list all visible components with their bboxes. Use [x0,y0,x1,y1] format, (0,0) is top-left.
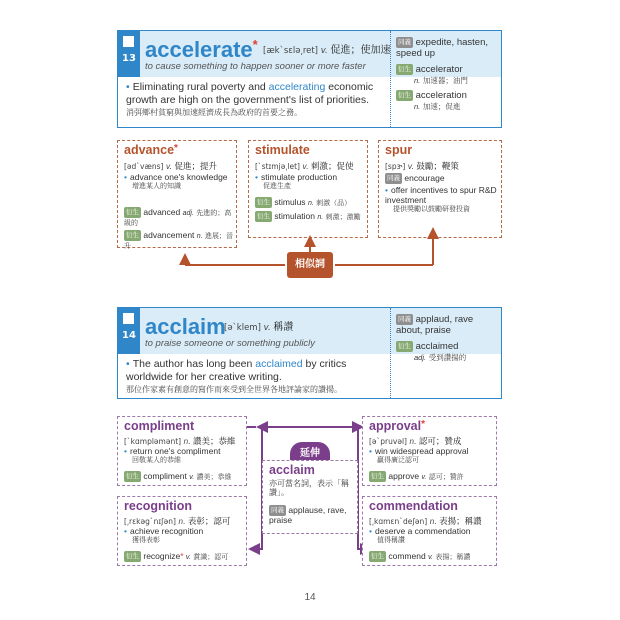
related-card-commendation [362,496,497,566]
derivative-tag: 衍生 [371,553,384,560]
derivative-meaning: 進展；晉升 [124,232,234,250]
headword-phonetic [263,41,390,56]
synonym-text: encourage [404,172,445,183]
example-highlight: accelerating [268,81,326,93]
phonetic-text: [͵rɛkəg`nɪʃən] [124,517,176,526]
pos-label: n. [414,101,421,111]
derivative-tag: 衍生 [398,66,411,73]
bullet-icon: • [126,358,130,370]
synonym-text: applause, rave, praise [269,504,347,525]
example-translation: 獲得表彰 [132,536,160,544]
related-derivative-1 [255,197,351,208]
derivative-meaning: 加速；促進 [422,101,461,111]
column-divider [390,31,391,127]
derivative-tag: 衍生 [126,209,139,216]
related-word [124,143,178,157]
pos-label: v. [185,553,191,561]
synonym-block [396,37,500,60]
pos-label: n. [307,199,314,207]
phonetic-text: [əd`væns] [124,162,164,171]
related-card-spur [378,140,502,238]
definition: to praise someone or something publicly [145,338,316,349]
example-text: win widespread approval [374,446,469,456]
pos-label: v. [189,473,195,481]
related-card-recognition [117,496,247,566]
example-translation: 贏得廣泛認可 [377,456,419,464]
related-example [385,186,499,214]
derivative-tag: 衍生 [126,473,139,480]
meaning-zh: 刺激；促使 [310,162,354,172]
derivative-1 [396,341,500,364]
pos-label: n. [196,232,203,240]
derivative-tag: 衍生 [398,343,411,350]
bullet-icon: • [369,446,372,456]
related-card-approval [362,416,497,486]
phonetic-text: [ə`klem] [224,323,261,333]
derivative-meaning: 認可；贊許 [428,473,464,481]
related-example [124,173,232,191]
example-translation: 回敬某人的恭維 [132,456,181,464]
related-derivative [369,551,470,562]
related-synonym [385,173,445,184]
bullet-icon: • [124,446,127,456]
meaning-zh: 促進；使加速 [330,45,391,56]
star-icon: * [174,143,178,154]
related-word: compliment [124,419,195,433]
derivative-word: stimulation [274,210,316,221]
synonym-tag: 同義 [271,507,284,514]
headword-phonetic [224,318,293,333]
derivative-meaning: 刺激（品） [316,199,352,207]
related-word: commendation [369,499,458,513]
derivative-meaning: 受到讚揚的 [428,352,467,362]
center-card-acclaim [262,460,358,534]
entry-number-tab [118,308,140,354]
example-highlight: acclaimed [255,358,303,370]
star-icon: * [421,419,426,430]
related-derivative-2 [255,211,365,222]
derivative-tag: 衍生 [257,213,270,220]
phonetic-text: [ə`pruvəl] [369,437,407,446]
example-text: stimulate production [260,172,338,182]
derivative-word: commend [388,550,426,561]
synonym-text: applaud, rave about, praise [396,314,474,336]
derivative-meaning: 加速器；油門 [422,75,468,85]
derivative-tag: 衍生 [398,92,411,99]
derivative-word: acclaimed [415,341,459,353]
derivative-2 [396,90,500,113]
example-translation: 促進生產 [263,182,291,190]
extension-label: 延伸 [290,442,330,466]
example-translation: 值得稱讚 [377,536,405,544]
example-text: advance one's knowledge [129,172,228,182]
example-translation: 那位作家素有創意的寫作而來受到全世界各地評論家的讚揚。 [126,385,342,395]
related-word-text: approval [369,419,422,433]
derivative-tag: 衍生 [126,553,139,560]
related-example [369,527,470,545]
related-card-compliment [117,416,247,486]
example-post: by critics worldwide for her creative writing. [126,358,347,384]
headword: acclaim [145,314,226,339]
related-derivative [124,471,232,482]
similar-words-label: 相似詞 [287,252,333,278]
meaning-zh: 表揚；稱讚 [439,517,482,527]
pos-label: v. [421,473,427,481]
derivative-meaning: 刺激；激勵 [325,213,361,221]
derivative-word: advancement [143,229,195,240]
checkbox-icon [123,36,134,47]
pos-label: n. [183,437,191,446]
related-derivative [369,471,464,482]
pos-label: adj. [182,209,194,217]
example-translation: 消弭鄉村貧窮與加速經濟成長為政府的首要之務。 [126,108,302,118]
related-example [124,447,220,465]
derivative-1 [396,64,500,87]
derivative-tag: 衍生 [257,199,270,206]
bullet-icon: • [369,526,372,536]
related-word [369,419,425,433]
synonym-tag: 同義 [398,316,411,323]
example-pre: The author has long been [132,358,256,370]
bullet-icon: • [385,185,388,195]
related-derivative [124,551,228,562]
related-word: spur [385,143,413,157]
center-synonym [269,505,355,526]
derivative-word: acceleration [415,90,467,102]
bullet-icon: • [124,526,127,536]
synonym-text: expedite, hasten, speed up [396,37,488,59]
pos-label: v. [263,323,271,333]
bullet-icon: • [124,172,127,182]
example-text: deserve a commendation [374,526,471,536]
derivative-word: stimulus [274,196,306,207]
synonym-block [396,314,500,337]
related-word: stimulate [255,143,310,157]
pos-label: n. [178,517,186,526]
pos-label: n. [429,517,437,526]
center-note: 亦可當名詞，表示「稱讚」。 [269,479,349,498]
entry-number-tab [118,31,140,77]
phonetic-text: [`stɪmjə͵let] [255,162,300,171]
phonetic-text: [`kɑmpləmənt] [124,437,182,446]
pos-label: v. [302,162,309,171]
example-sentence [126,358,384,395]
checkbox-icon [123,313,134,324]
page-number: 14 [304,592,316,603]
pos-label: n. [409,437,417,446]
derivative-word: approve [388,470,420,481]
entry-card-acclaim [117,307,502,399]
related-example [255,173,365,191]
derivative-meaning: 賞識；認可 [193,553,229,561]
meaning-zh: 促進；提升 [174,162,217,172]
related-phonetic [385,160,459,172]
center-word: acclaim [269,463,315,477]
phonetic-text: [͵kɑmɛn`deʃən] [369,517,428,526]
synonym-tag: 同義 [398,39,411,46]
derivative-word: accelerator [415,64,463,76]
example-pre: Eliminating rural poverty and [132,81,269,93]
derivative-meaning: 讚美；恭維 [196,473,232,481]
pos-label: adj. [414,352,427,362]
example-text: return one's compliment [129,446,221,456]
meaning-zh: 認可；贊成 [418,437,462,447]
derivative-word: compliment [143,470,187,481]
meaning-zh: 鼓勵；鞭策 [416,162,459,172]
example-sentence [126,81,384,118]
column-divider [390,308,391,398]
pos-label: n. [317,213,324,221]
entry-card-accelerate [117,30,502,128]
meaning-zh: 讚美；恭維 [193,437,236,447]
bullet-icon: • [126,81,130,93]
related-example [369,447,469,465]
pos-label: n. [414,75,421,85]
example-post: economic growth are high on the government's list of priorities. [126,81,374,107]
meaning-zh: 稱讚 [273,322,294,333]
bullet-icon: • [255,172,258,182]
star-icon: * [180,550,184,561]
derivative-word: advanced [143,206,181,217]
synonym-tag: 同義 [387,175,400,182]
phonetic-text: [æk`sɛlə͵ret] [263,46,319,56]
pos-label: v. [407,162,414,171]
related-phonetic [255,160,353,172]
entry-number: 14 [122,330,136,341]
pos-label: v. [165,162,173,171]
star-icon: * [252,37,258,52]
headword [145,37,258,63]
example-text: offer incentives to spur R&D investment [385,185,497,205]
entry-number: 13 [122,53,136,64]
derivative-meaning: 先進的；高級的 [124,209,232,227]
related-word: recognition [124,499,193,513]
derivative-word: recognize [143,550,181,561]
example-translation: 提供獎勵以鼓勵研發投資 [393,205,470,213]
related-word-text: advance [124,143,175,157]
related-example [124,527,203,545]
headword-text: accelerate [145,37,253,62]
example-translation: 增進某人的知識 [132,182,181,190]
pos-label: v. [428,553,434,561]
phonetic-text: [spɝ] [385,162,406,171]
derivative-meaning: 表揚；稱讚 [435,553,471,561]
example-text: achieve recognition [129,526,204,536]
derivative-tag: 衍生 [126,232,139,239]
derivative-tag: 衍生 [371,473,384,480]
related-card-stimulate [248,140,368,238]
meaning-zh: 表彰；認可 [187,517,231,527]
related-phonetic [124,160,217,172]
pos-label: v. [320,46,328,56]
definition: to cause something to happen sooner or more faster [145,61,366,72]
